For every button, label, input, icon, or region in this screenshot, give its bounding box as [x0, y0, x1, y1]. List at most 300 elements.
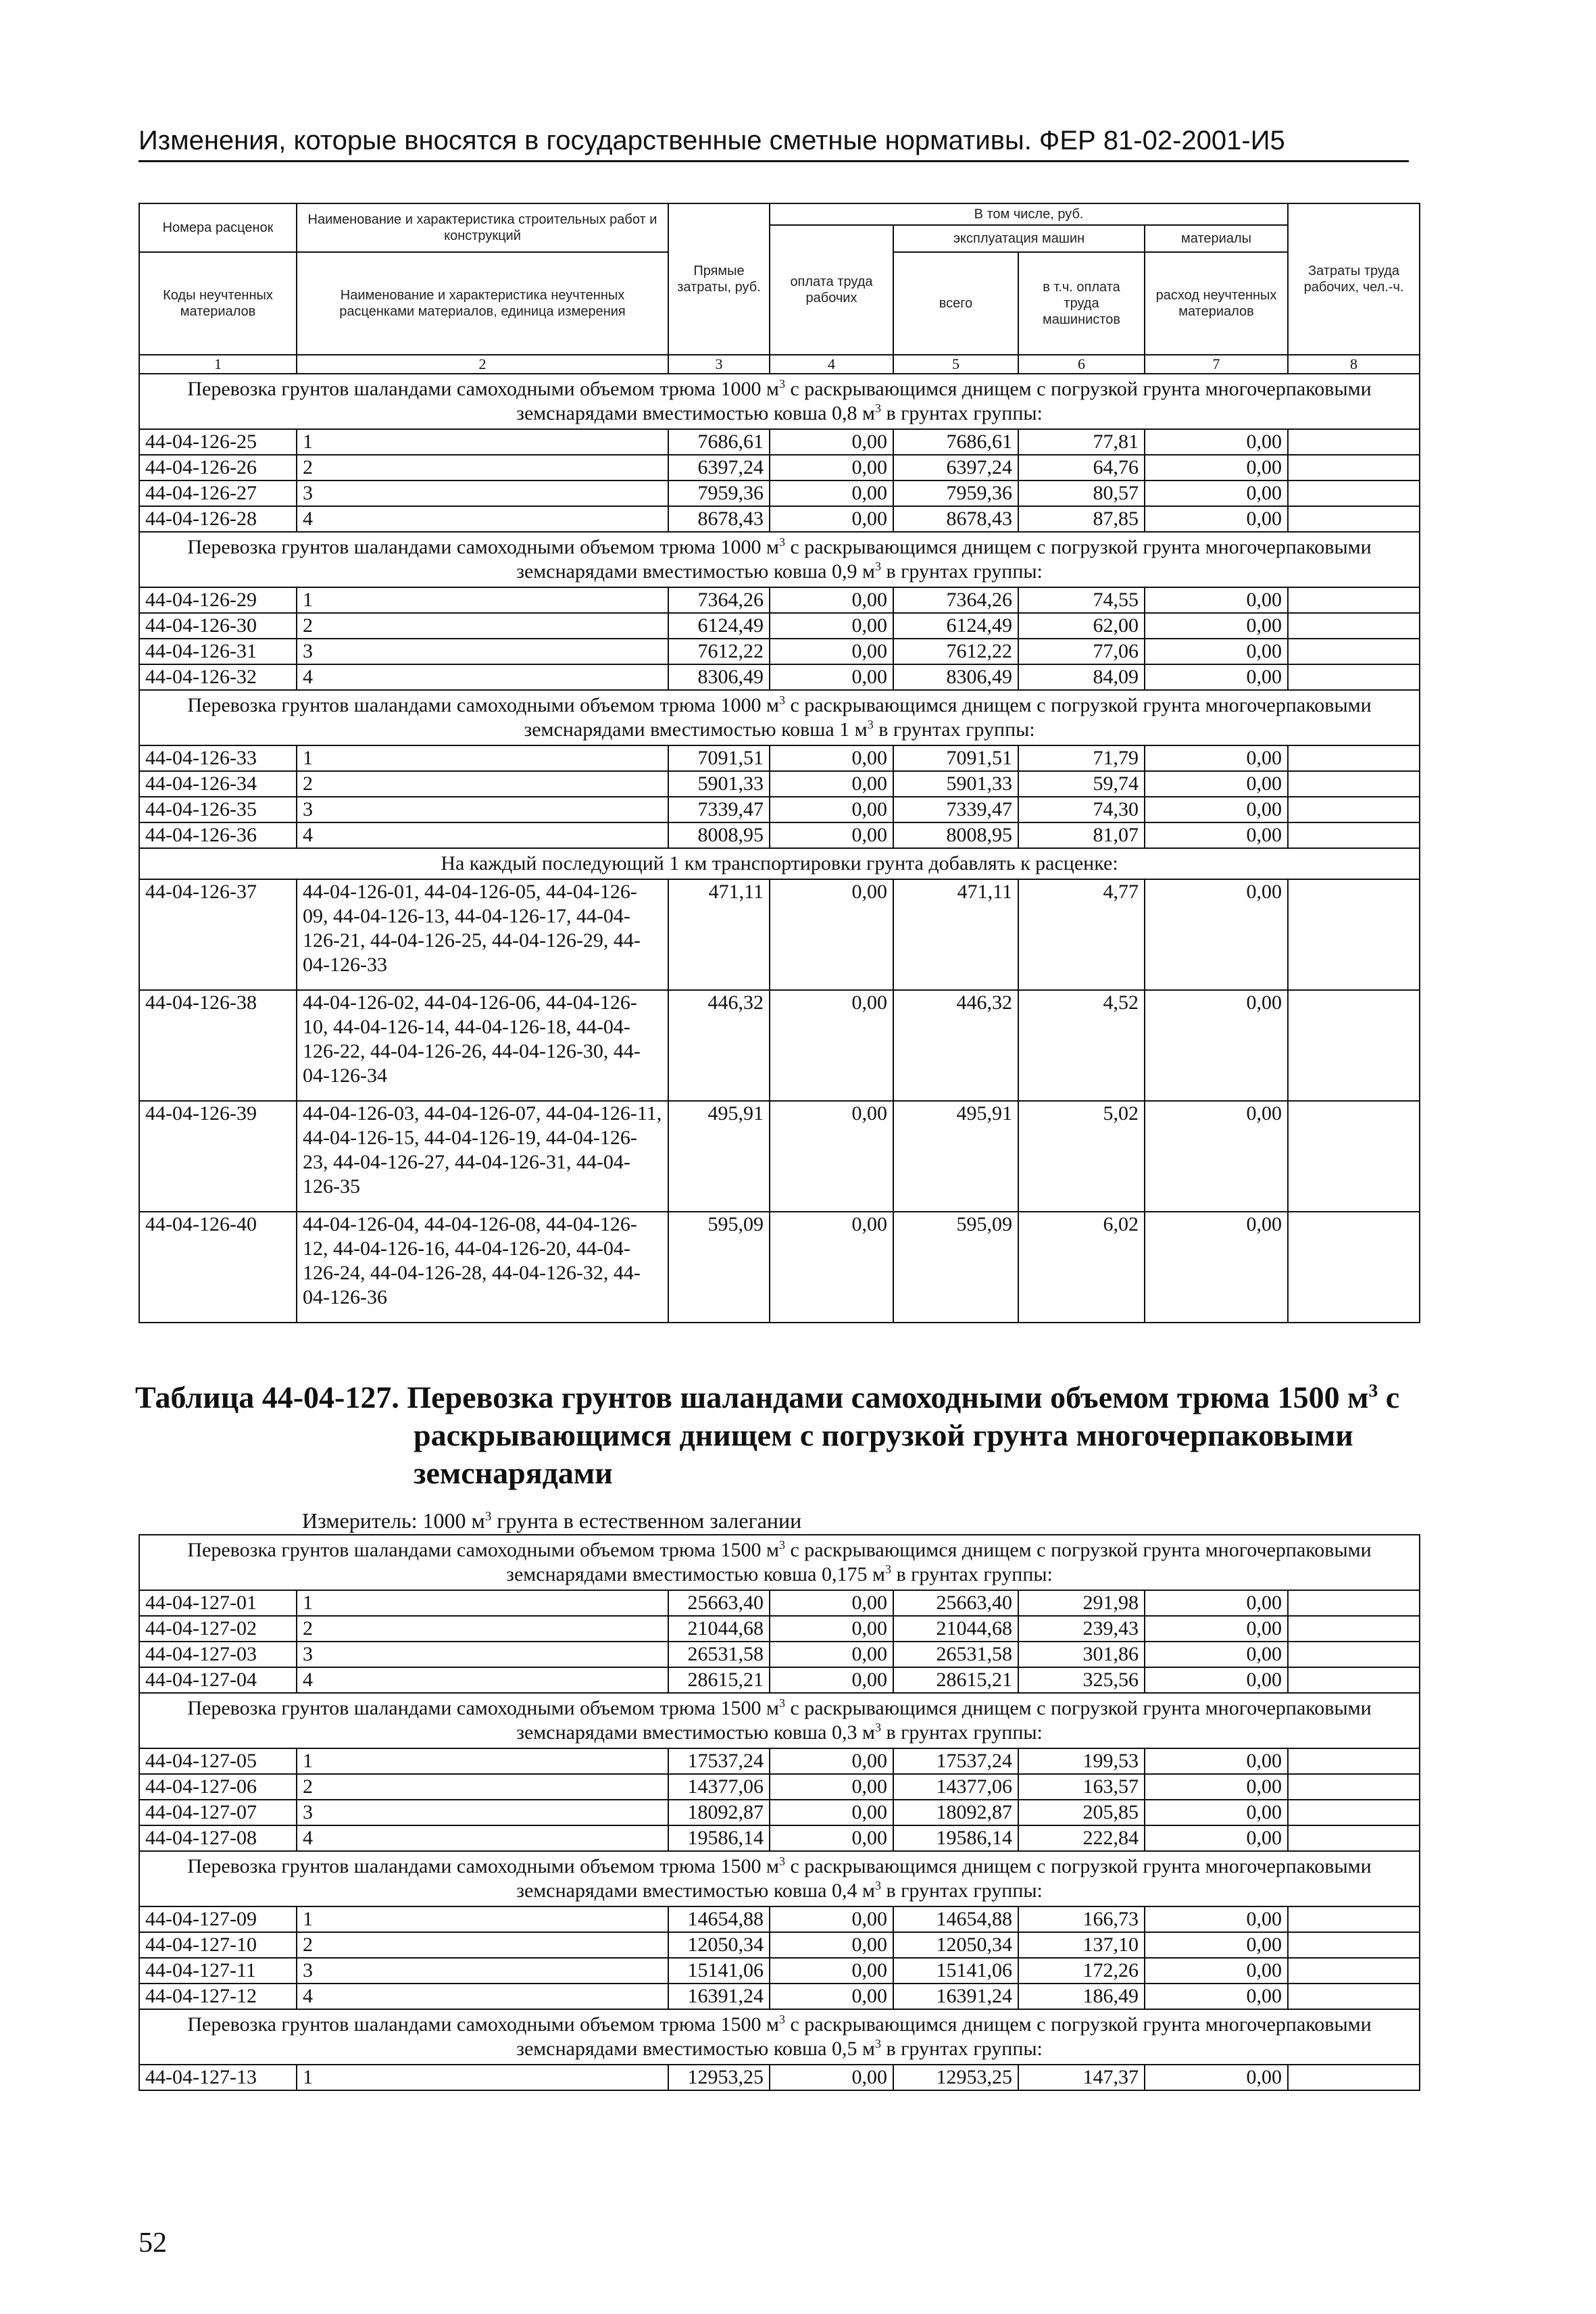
section-title-text: Перевозка грунтов шаландами самоходными объемом трюма 1000 м [187, 536, 779, 558]
table-row [139, 1774, 1420, 1800]
rates-table-126 [139, 203, 1420, 1323]
soil-group: 1 [297, 587, 668, 613]
labor-costs [1288, 1667, 1420, 1693]
rate-code: 44-04-126-38 [139, 990, 297, 1101]
col-material-names-header: Наименование и характеристика неучтенных расценками материалов, единица измерения [297, 252, 668, 355]
machinists-pay: 301,86 [1018, 1642, 1145, 1667]
table-row [139, 506, 1420, 532]
labor-pay: 0,00 [770, 429, 893, 455]
machinists-pay: 80,57 [1018, 481, 1145, 506]
section-title-sup: 3 [778, 1854, 785, 1868]
direct-costs: 8306,49 [668, 664, 770, 690]
labor-costs [1288, 1774, 1420, 1800]
machines-total: 471,11 [893, 879, 1018, 990]
machinists-pay: 222,84 [1018, 1825, 1145, 1851]
labor-pay: 0,00 [770, 1590, 893, 1616]
section-title-text-cont: в грунтах группы: [880, 1721, 1043, 1744]
materials: 0,00 [1145, 771, 1288, 797]
labor-costs [1288, 771, 1420, 797]
section-title [139, 1693, 1420, 1748]
section-title-text-cont: с раскрывающимся днищем с погрузкой грунта многочерпаковыми земснарядами вместимостью ковша 0,4 м [516, 1855, 1372, 1902]
rate-code: 44-04-126-40 [139, 1212, 297, 1323]
section-title [139, 690, 1420, 745]
labor-pay: 0,00 [770, 879, 893, 990]
labor-costs [1288, 1906, 1420, 1932]
direct-costs: 14654,88 [668, 1906, 770, 1932]
direct-costs: 5901,33 [668, 771, 770, 797]
direct-costs: 495,91 [668, 1101, 770, 1212]
table-row [139, 613, 1420, 639]
direct-costs: 14377,06 [668, 1774, 770, 1800]
machinists-pay: 5,02 [1018, 1101, 1145, 1212]
section-row [139, 1851, 1420, 1906]
col-machines-total-header: всего [893, 252, 1018, 355]
soil-group: 1 [297, 429, 668, 455]
materials: 0,00 [1145, 481, 1288, 506]
materials: 0,00 [1145, 1932, 1288, 1958]
table-row [139, 745, 1420, 771]
labor-costs [1288, 613, 1420, 639]
machines-total: 19586,14 [893, 1825, 1018, 1851]
direct-costs: 7339,47 [668, 797, 770, 822]
direct-costs: 7612,22 [668, 639, 770, 664]
machines-total: 6397,24 [893, 455, 1018, 481]
machinists-pay: 166,73 [1018, 1906, 1145, 1932]
machines-total: 7091,51 [893, 745, 1018, 771]
section-title-sup: 3 [867, 718, 874, 731]
direct-costs: 16391,24 [668, 1984, 770, 2009]
machinists-pay: 291,98 [1018, 1590, 1145, 1616]
machinists-pay: 239,43 [1018, 1616, 1145, 1642]
labor-pay: 0,00 [770, 1958, 893, 1984]
labor-pay: 0,00 [770, 745, 893, 771]
machines-total: 17537,24 [893, 1748, 1018, 1774]
labor-pay: 0,00 [770, 1800, 893, 1825]
table-row [139, 1825, 1420, 1851]
table-row [139, 1616, 1420, 1642]
section-title [139, 1535, 1420, 1590]
machinists-pay: 74,55 [1018, 587, 1145, 613]
machines-total: 8008,95 [893, 822, 1018, 848]
labor-pay: 0,00 [770, 797, 893, 822]
soil-group: 1 [297, 1590, 668, 1616]
soil-group: 3 [297, 481, 668, 506]
machines-total: 14654,88 [893, 1906, 1018, 1932]
materials: 0,00 [1145, 1800, 1288, 1825]
section-title: На каждый последующий 1 км транспортировки грунта добавлять к расценке: [139, 848, 1420, 879]
machines-total: 12953,25 [893, 2065, 1018, 2090]
machinists-pay: 81,07 [1018, 822, 1145, 848]
section-row [139, 690, 1420, 745]
labor-costs [1288, 2065, 1420, 2090]
materials: 0,00 [1145, 455, 1288, 481]
labor-pay: 0,00 [770, 822, 893, 848]
materials: 0,00 [1145, 613, 1288, 639]
table-title-sup: 3 [1368, 1379, 1378, 1401]
table-title-text: Таблица 44-04-127. Перевозка грунтов шаландами самоходными объемом трюма 1500 м [135, 1380, 1369, 1414]
table-row [139, 1984, 1420, 2009]
materials: 0,00 [1145, 1958, 1288, 1984]
materials: 0,00 [1145, 1642, 1288, 1667]
machinists-pay: 4,77 [1018, 879, 1145, 990]
table-row [139, 1958, 1420, 1984]
machines-total: 7364,26 [893, 587, 1018, 613]
machinists-pay: 172,26 [1018, 1958, 1145, 1984]
section-title-sup: 3 [874, 1721, 881, 1734]
machines-total: 26531,58 [893, 1642, 1018, 1667]
labor-costs [1288, 879, 1420, 990]
col-number: 7 [1145, 355, 1288, 374]
table-row [139, 1101, 1420, 1212]
col-machinists-pay-header: в т.ч. оплата труда машинистов [1018, 252, 1145, 355]
section-title-text: Перевозка грунтов шаландами самоходными объемом трюма 1000 м [187, 378, 779, 400]
machinists-pay: 163,57 [1018, 1774, 1145, 1800]
direct-costs: 7686,61 [668, 429, 770, 455]
table-row [139, 1906, 1420, 1932]
rate-code: 44-04-126-28 [139, 506, 297, 532]
rate-code: 44-04-127-13 [139, 2065, 297, 2090]
table-row [139, 990, 1420, 1101]
table-row [139, 771, 1420, 797]
materials: 0,00 [1145, 506, 1288, 532]
rate-code: 44-04-127-04 [139, 1667, 297, 1693]
direct-costs: 12050,34 [668, 1932, 770, 1958]
soil-group: 2 [297, 613, 668, 639]
table-row [139, 481, 1420, 506]
labor-pay: 0,00 [770, 639, 893, 664]
labor-pay: 0,00 [770, 1212, 893, 1323]
section-title-text-cont: в грунтах группы: [880, 1879, 1043, 1902]
table-row [139, 1590, 1420, 1616]
materials: 0,00 [1145, 664, 1288, 690]
direct-costs: 19586,14 [668, 1825, 770, 1851]
section-title-sup: 3 [778, 2013, 785, 2026]
rate-code: 44-04-127-07 [139, 1800, 297, 1825]
machinists-pay: 325,56 [1018, 1667, 1145, 1693]
section-title-text-cont: в грунтах группы: [880, 2038, 1043, 2060]
direct-costs: 6397,24 [668, 455, 770, 481]
machines-total: 21044,68 [893, 1616, 1018, 1642]
materials: 0,00 [1145, 879, 1288, 990]
soil-group: 3 [297, 797, 668, 822]
section-title-sup: 3 [778, 535, 785, 549]
materials: 0,00 [1145, 1101, 1288, 1212]
labor-pay: 0,00 [770, 1667, 893, 1693]
direct-costs: 8678,43 [668, 506, 770, 532]
soil-group: 4 [297, 822, 668, 848]
col-rate-number-header: Номера расценок [139, 203, 297, 252]
labor-pay: 0,00 [770, 455, 893, 481]
labor-pay: 0,00 [770, 2065, 893, 2090]
rate-description: 44-04-126-02, 44-04-126-06, 44-04-126-10, 44-04-126-14, 44-04-126-18, 44-04-126-22, 44-04-126-26, 44-04-126-30, 44-04-126-34 [297, 990, 668, 1101]
soil-group: 1 [297, 1748, 668, 1774]
labor-costs [1288, 429, 1420, 455]
rate-code: 44-04-127-12 [139, 1984, 297, 2009]
direct-costs: 21044,68 [668, 1616, 770, 1642]
table-title [135, 1379, 1419, 1492]
machinists-pay: 77,06 [1018, 639, 1145, 664]
machinists-pay: 64,76 [1018, 455, 1145, 481]
rate-code: 44-04-127-05 [139, 1748, 297, 1774]
materials: 0,00 [1145, 2065, 1288, 2090]
rate-code: 44-04-126-34 [139, 771, 297, 797]
section-title-sup: 3 [874, 1879, 881, 1892]
materials: 0,00 [1145, 1616, 1288, 1642]
section-title-sup: 3 [874, 401, 881, 415]
labor-costs [1288, 1800, 1420, 1825]
labor-costs [1288, 1642, 1420, 1667]
rate-description: 44-04-126-01, 44-04-126-05, 44-04-126-09, 44-04-126-13, 44-04-126-17, 44-04-126-21, 44-04-126-25, 44-04-126-29, 44-04-126-33 [297, 879, 668, 990]
labor-pay: 0,00 [770, 664, 893, 690]
rates-table-127 [139, 1534, 1420, 2091]
soil-group: 1 [297, 1906, 668, 1932]
section-title-text: Перевозка грунтов шаландами самоходными объемом трюма 1500 м [187, 2013, 779, 2036]
rate-code: 44-04-127-10 [139, 1932, 297, 1958]
section-title-text: Перевозка грунтов шаландами самоходными объемом трюма 1000 м [187, 694, 779, 716]
machines-total: 12050,34 [893, 1932, 1018, 1958]
labor-costs [1288, 1932, 1420, 1958]
section-title [139, 374, 1420, 429]
machinists-pay: 4,52 [1018, 990, 1145, 1101]
machinists-pay: 77,81 [1018, 429, 1145, 455]
col-material-codes-header: Коды неучтенных материалов [139, 252, 297, 355]
section-title-text-cont: в грунтах группы: [880, 560, 1043, 583]
section-title-sup: 3 [778, 1538, 785, 1552]
machinists-pay: 205,85 [1018, 1800, 1145, 1825]
table-row [139, 1212, 1420, 1323]
direct-costs: 7959,36 [668, 481, 770, 506]
machines-total: 28615,21 [893, 1667, 1018, 1693]
soil-group: 2 [297, 1616, 668, 1642]
table-row [139, 822, 1420, 848]
table-row [139, 879, 1420, 990]
measurer [302, 1508, 801, 1533]
materials: 0,00 [1145, 1906, 1288, 1932]
labor-costs [1288, 481, 1420, 506]
table-row [139, 1642, 1420, 1667]
labor-pay: 0,00 [770, 771, 893, 797]
direct-costs: 15141,06 [668, 1958, 770, 1984]
labor-costs [1288, 745, 1420, 771]
machines-total: 7686,61 [893, 429, 1018, 455]
section-title-text-cont: с раскрывающимся днищем с погрузкой грунта многочерпаковыми земснарядами вместимостью ковша 0,175 м [506, 1539, 1372, 1585]
section-title-sup: 3 [874, 560, 881, 573]
materials: 0,00 [1145, 1748, 1288, 1774]
col-number: 4 [770, 355, 893, 374]
labor-pay: 0,00 [770, 1616, 893, 1642]
section-title-sup: 3 [874, 2037, 881, 2050]
rate-code: 44-04-127-03 [139, 1642, 297, 1667]
section-title [139, 2009, 1420, 2065]
direct-costs: 471,11 [668, 879, 770, 990]
measurer-text-cont: грунта в естественном залегании [491, 1508, 802, 1533]
soil-group: 4 [297, 664, 668, 690]
labor-pay: 0,00 [770, 1101, 893, 1212]
page-header: Изменения, которые вносятся в государственные сметные нормативы. ФЕР 81-02-2001-И5 [139, 126, 1409, 162]
rate-code: 44-04-127-06 [139, 1774, 297, 1800]
section-title-text-cont: с раскрывающимся днищем с погрузкой грунта многочерпаковыми земснарядами вместимостью ковша 0,8 м [516, 378, 1372, 424]
labor-pay: 0,00 [770, 1642, 893, 1667]
soil-group: 3 [297, 1642, 668, 1667]
rate-description: 44-04-126-03, 44-04-126-07, 44-04-126-11, 44-04-126-15, 44-04-126-19, 44-04-126-23, 44-04-126-27, 44-04-126-31, 44-04-126-35 [297, 1101, 668, 1212]
col-including-header: В том числе, руб. [770, 203, 1288, 225]
machinists-pay: 84,09 [1018, 664, 1145, 690]
measurer-sup: 3 [484, 1509, 492, 1524]
soil-group: 4 [297, 1825, 668, 1851]
labor-costs [1288, 506, 1420, 532]
labor-costs [1288, 822, 1420, 848]
rate-code: 44-04-126-31 [139, 639, 297, 664]
labor-costs [1288, 1825, 1420, 1851]
col-labor-costs-header: Затраты труда рабочих, чел.-ч. [1288, 203, 1420, 355]
col-number: 2 [297, 355, 668, 374]
labor-costs [1288, 587, 1420, 613]
labor-costs [1288, 1590, 1420, 1616]
section-row [139, 532, 1420, 587]
materials: 0,00 [1145, 1984, 1288, 2009]
rate-code: 44-04-126-29 [139, 587, 297, 613]
materials: 0,00 [1145, 587, 1288, 613]
labor-costs [1288, 1212, 1420, 1323]
machines-total: 7612,22 [893, 639, 1018, 664]
table-row [139, 1667, 1420, 1693]
labor-pay: 0,00 [770, 481, 893, 506]
direct-costs: 18092,87 [668, 1800, 770, 1825]
labor-costs [1288, 1748, 1420, 1774]
section-title-text-cont: в грунтах группы: [880, 402, 1043, 424]
col-number: 8 [1288, 355, 1420, 374]
table-row [139, 639, 1420, 664]
rate-code: 44-04-127-01 [139, 1590, 297, 1616]
machinists-pay: 186,49 [1018, 1984, 1145, 2009]
labor-costs [1288, 1958, 1420, 1984]
machines-total: 16391,24 [893, 1984, 1018, 2009]
table-row [139, 797, 1420, 822]
table-title-text-cont: с раскрывающимся днищем с погрузкой грунта многочерпаковыми земснарядами [414, 1380, 1400, 1490]
materials: 0,00 [1145, 990, 1288, 1101]
materials: 0,00 [1145, 1667, 1288, 1693]
materials: 0,00 [1145, 745, 1288, 771]
machines-total: 14377,06 [893, 1774, 1018, 1800]
section-title-text: Перевозка грунтов шаландами самоходными объемом трюма 1500 м [187, 1855, 779, 1877]
col-machines-header: эксплуатация машин [893, 225, 1145, 252]
rate-code: 44-04-126-33 [139, 745, 297, 771]
machines-total: 595,09 [893, 1212, 1018, 1323]
soil-group: 1 [297, 745, 668, 771]
section-row [139, 374, 1420, 429]
section-title-text-cont: с раскрывающимся днищем с погрузкой грунта многочерпаковыми земснарядами вместимостью ковша 0,3 м [516, 1697, 1372, 1744]
materials: 0,00 [1145, 639, 1288, 664]
machinists-pay: 137,10 [1018, 1932, 1145, 1958]
rate-code: 44-04-126-26 [139, 455, 297, 481]
machines-total: 7339,47 [893, 797, 1018, 822]
direct-costs: 7091,51 [668, 745, 770, 771]
labor-costs [1288, 639, 1420, 664]
soil-group: 2 [297, 1932, 668, 1958]
section-row [139, 1693, 1420, 1748]
labor-pay: 0,00 [770, 506, 893, 532]
machines-total: 7959,36 [893, 481, 1018, 506]
soil-group: 3 [297, 1800, 668, 1825]
table-row [139, 664, 1420, 690]
section-row [139, 1535, 1420, 1590]
materials: 0,00 [1145, 1212, 1288, 1323]
labor-costs [1288, 1984, 1420, 2009]
section-title-text: Перевозка грунтов шаландами самоходными объемом трюма 1500 м [187, 1697, 779, 1719]
soil-group: 4 [297, 1667, 668, 1693]
machinists-pay: 87,85 [1018, 506, 1145, 532]
direct-costs: 446,32 [668, 990, 770, 1101]
labor-costs [1288, 664, 1420, 690]
labor-costs [1288, 1616, 1420, 1642]
measurer-text: Измеритель: 1000 м [302, 1508, 485, 1533]
machines-total: 25663,40 [893, 1590, 1018, 1616]
rate-code: 44-04-126-32 [139, 664, 297, 690]
labor-costs [1288, 797, 1420, 822]
direct-costs: 6124,49 [668, 613, 770, 639]
soil-group: 4 [297, 1984, 668, 2009]
materials: 0,00 [1145, 1590, 1288, 1616]
section-row [139, 848, 1420, 879]
rate-code: 44-04-126-35 [139, 797, 297, 822]
table-row [139, 587, 1420, 613]
section-title-sup: 3 [778, 693, 785, 707]
table-row [139, 1932, 1420, 1958]
section-title-sup: 3 [884, 1562, 891, 1576]
labor-costs [1288, 455, 1420, 481]
rate-code: 44-04-126-30 [139, 613, 297, 639]
soil-group: 3 [297, 1958, 668, 1984]
rate-code: 44-04-126-37 [139, 879, 297, 990]
labor-pay: 0,00 [770, 1748, 893, 1774]
col-materials-consumption-header: расход неучтенных материалов [1145, 252, 1288, 355]
table-row [139, 429, 1420, 455]
labor-pay: 0,00 [770, 1774, 893, 1800]
section-title [139, 1851, 1420, 1906]
table-row [139, 1748, 1420, 1774]
machines-total: 495,91 [893, 1101, 1018, 1212]
machines-total: 8306,49 [893, 664, 1018, 690]
col-materials-header: материалы [1145, 225, 1288, 252]
section-title-text-cont: с раскрывающимся днищем с погрузкой грунта многочерпаковыми земснарядами вместимостью ковша 0,5 м [516, 2013, 1372, 2060]
labor-pay: 0,00 [770, 1906, 893, 1932]
rate-code: 44-04-126-39 [139, 1101, 297, 1212]
section-title [139, 532, 1420, 587]
machines-total: 446,32 [893, 990, 1018, 1101]
col-number: 3 [668, 355, 770, 374]
machines-total: 18092,87 [893, 1800, 1018, 1825]
rate-description: 44-04-126-04, 44-04-126-08, 44-04-126-12, 44-04-126-16, 44-04-126-20, 44-04-126-24, 44-04-126-28, 44-04-126-32, 44-04-126-36 [297, 1212, 668, 1323]
machines-total: 8678,43 [893, 506, 1018, 532]
labor-pay: 0,00 [770, 1825, 893, 1851]
section-title-text-cont: в грунтах группы: [873, 718, 1035, 741]
rate-code: 44-04-127-11 [139, 1958, 297, 1984]
direct-costs: 595,09 [668, 1212, 770, 1323]
direct-costs: 28615,21 [668, 1667, 770, 1693]
section-title-text-cont: с раскрывающимся днищем с погрузкой грунта многочерпаковыми земснарядами вместимостью ковша 1 м [524, 694, 1372, 741]
rate-code: 44-04-127-08 [139, 1825, 297, 1851]
rate-code: 44-04-127-09 [139, 1906, 297, 1932]
machinists-pay: 59,74 [1018, 771, 1145, 797]
machines-total: 15141,06 [893, 1958, 1018, 1984]
labor-costs [1288, 1101, 1420, 1212]
page-number: 52 [139, 2227, 167, 2259]
materials: 0,00 [1145, 797, 1288, 822]
table-row [139, 455, 1420, 481]
section-row [139, 2009, 1420, 2065]
machines-total: 6124,49 [893, 613, 1018, 639]
direct-costs: 17537,24 [668, 1748, 770, 1774]
